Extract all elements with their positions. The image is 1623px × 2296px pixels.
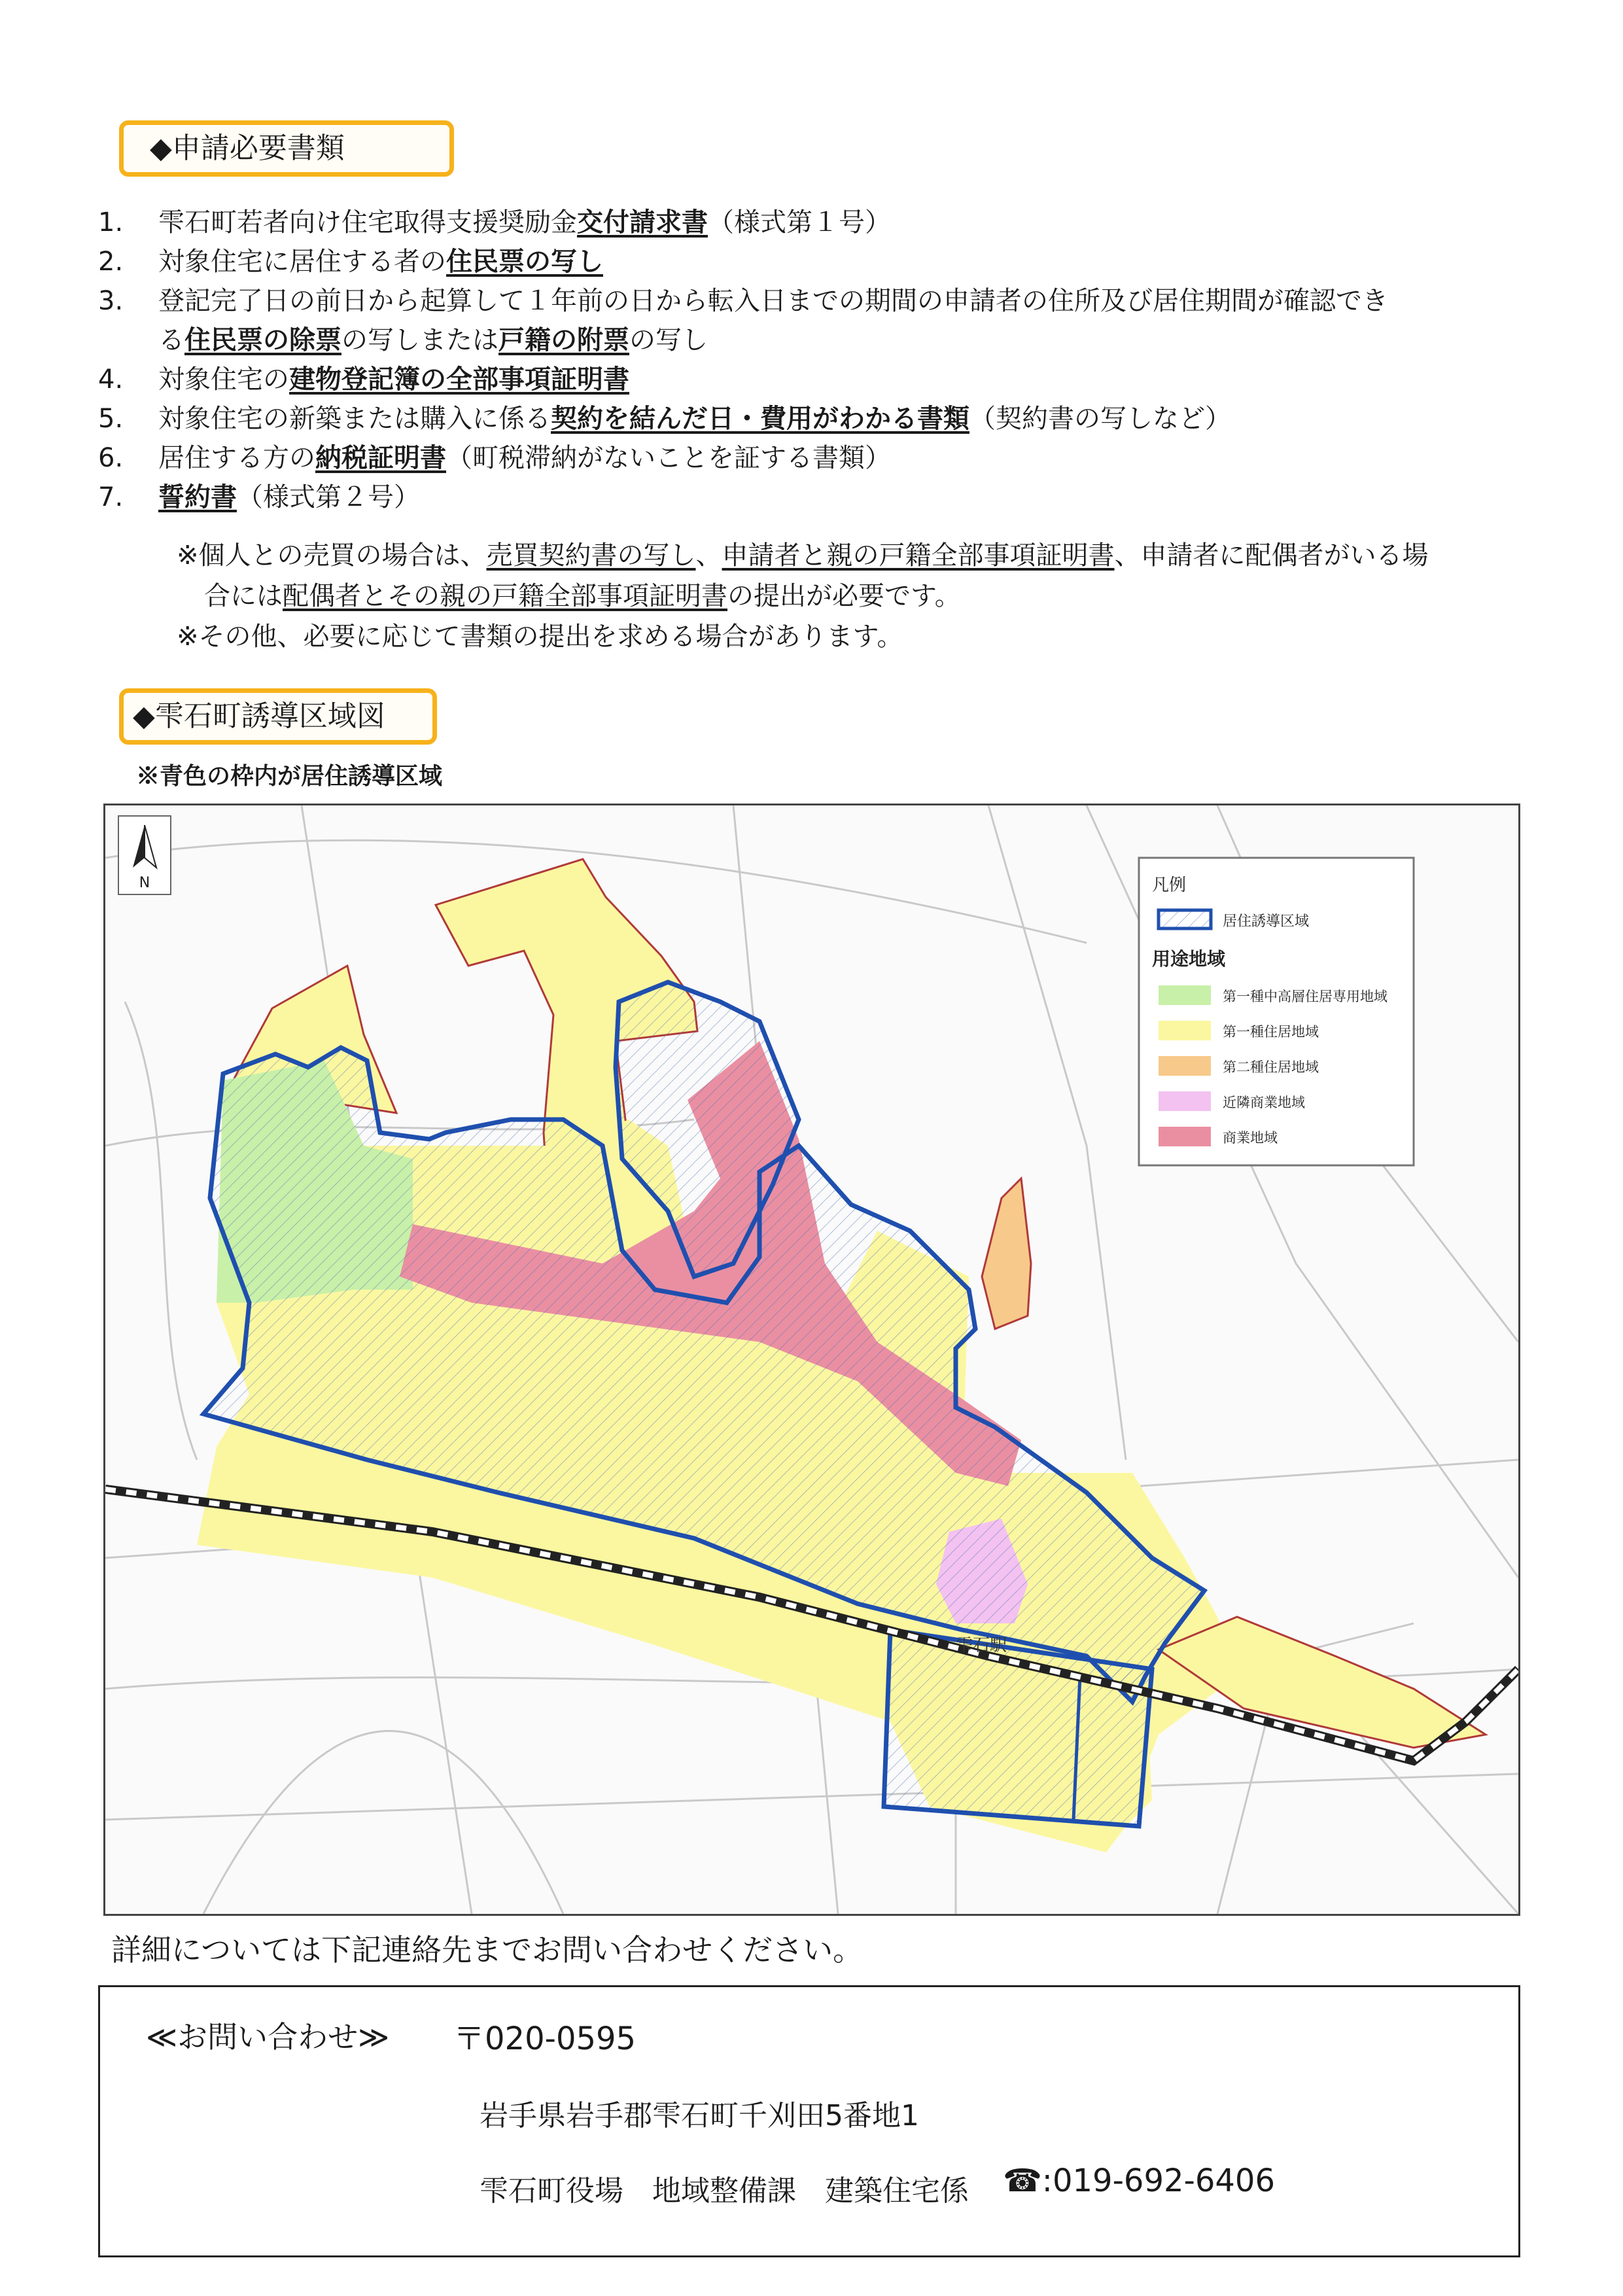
required-documents-list [98, 203, 1550, 517]
item-text: 居住する方の [158, 443, 315, 473]
contact-label: ≪お問い合わせ≫ [146, 2019, 390, 2055]
note-text: の提出が必要です。 [727, 581, 961, 611]
item-emphasis: 住民票の写し [446, 247, 603, 277]
residential-inducement-area [203, 982, 1204, 1826]
list-item [98, 438, 1550, 478]
item-emphasis: 交付請求書 [577, 207, 708, 238]
item-text: （町税滞納がないことを証する書類） [446, 443, 891, 473]
item-emphasis: 契約を結んだ日・費用がわかる書類 [551, 404, 969, 434]
zoning-map [103, 804, 1520, 1916]
legend-swatch [1159, 1056, 1211, 1076]
item-text: の写しまたは [341, 325, 498, 355]
legend-boundary-label: 居住誘導区域 [1223, 913, 1310, 930]
item-text: 対象住宅の [158, 364, 289, 395]
list-item [98, 281, 1550, 360]
list-item [98, 203, 1550, 242]
legend-title: 凡例 [1152, 875, 1187, 895]
note-emphasis: 申請者と親の戸籍全部事項証明書 [722, 540, 1115, 571]
legend-swatch [1159, 1021, 1211, 1040]
station-label: 雫石駅 [956, 1636, 1007, 1655]
note-emphasis: 売買契約書の写し [486, 540, 696, 571]
item-text: （契約書の写しなど） [969, 404, 1231, 434]
note-text: 、 [695, 540, 722, 571]
zone-first-residential-east [1159, 1617, 1486, 1748]
item-number: 7. [98, 482, 124, 512]
item-continuation [158, 321, 1550, 360]
item-text: （様式第１号） [708, 207, 891, 238]
legend-swatch [1159, 1091, 1211, 1111]
contact-phone-number: :019-692-6406 [1041, 2163, 1275, 2199]
legend-label: 第二種住居地域 [1223, 1059, 1319, 1075]
item-number: 1. [98, 207, 124, 238]
item-emphasis: 建物登記簿の全部事項証明書 [289, 364, 629, 395]
note-private-sale [177, 535, 1550, 576]
legend-label: 商業地域 [1223, 1130, 1278, 1146]
map-legend [1139, 858, 1414, 1165]
item-text: 対象住宅に居住する者の [158, 247, 446, 277]
item-text: 対象住宅の新築または購入に係る [158, 404, 551, 434]
legend-label: 近隣商業地域 [1223, 1095, 1305, 1110]
phone-icon: ☎ [1003, 2163, 1042, 2199]
item-number: 2. [98, 247, 124, 277]
note-continuation [177, 576, 1550, 616]
contact-lead: 詳細については下記連絡先までお問い合わせください。 [111, 1932, 864, 1968]
north-arrow-icon [118, 816, 171, 894]
contact-office: 雫石町役場 地域整備課 建築住宅係 [480, 2174, 969, 2208]
legend-use-title: 用途地域 [1152, 948, 1226, 970]
list-item [98, 360, 1550, 399]
legend-label: 第一種住居地域 [1223, 1024, 1319, 1040]
legend-boundary-swatch [1159, 910, 1211, 928]
list-item [98, 242, 1550, 281]
legend-swatch [1159, 1127, 1211, 1146]
note-text: 、申請者に配偶者がいる場 [1114, 540, 1429, 571]
item-emphasis: 住民票の除票 [184, 325, 341, 355]
list-item [98, 399, 1550, 438]
item-number: 4. [98, 364, 124, 395]
contact-box [98, 1985, 1520, 2257]
map-section-title: ◆雫石町誘導区域図 [119, 688, 437, 745]
zone-second-residential [982, 1178, 1031, 1329]
note-other: ※その他、必要に応じて書類の提出を求める場合があります。 [177, 622, 903, 652]
documents-section-title: ◆申請必要書類 [119, 120, 454, 177]
item-text: （様式第２号） [237, 482, 420, 512]
item-text: る [158, 325, 184, 355]
map-caption: ※青色の枠内が居住誘導区域 [136, 762, 443, 790]
contact-address: 岩手県岩手郡雫石町千刈田5番地1 [480, 2099, 919, 2132]
legend-label: 第一種中高層住居専用地域 [1223, 989, 1387, 1004]
note-text: ※個人との売買の場合は、 [177, 540, 487, 571]
note-emphasis: 配偶者とその親の戸籍全部事項証明書 [283, 581, 727, 611]
notes [177, 535, 1550, 657]
item-number: 3. [98, 286, 124, 316]
note-text: 合には [204, 581, 283, 611]
item-number: 6. [98, 443, 124, 473]
item-number: 5. [98, 404, 124, 434]
item-text: の写し [629, 325, 708, 355]
contact-postal: 〒020-0595 [453, 2021, 637, 2057]
list-item [98, 478, 1550, 517]
north-label: N [139, 875, 150, 891]
legend-swatch [1159, 985, 1211, 1005]
item-emphasis: 誓約書 [158, 482, 237, 512]
item-emphasis: 納税証明書 [315, 443, 446, 473]
item-emphasis: 戸籍の附票 [498, 325, 629, 355]
item-text: 雫石町若者向け住宅取得支援奨励金 [158, 207, 577, 238]
contact-phone [1003, 2163, 1275, 2199]
item-text: 登記完了日の前日から起算して１年前の日から転入日までの期間の申請者の住所及び居住期間が確認でき [158, 286, 1388, 316]
